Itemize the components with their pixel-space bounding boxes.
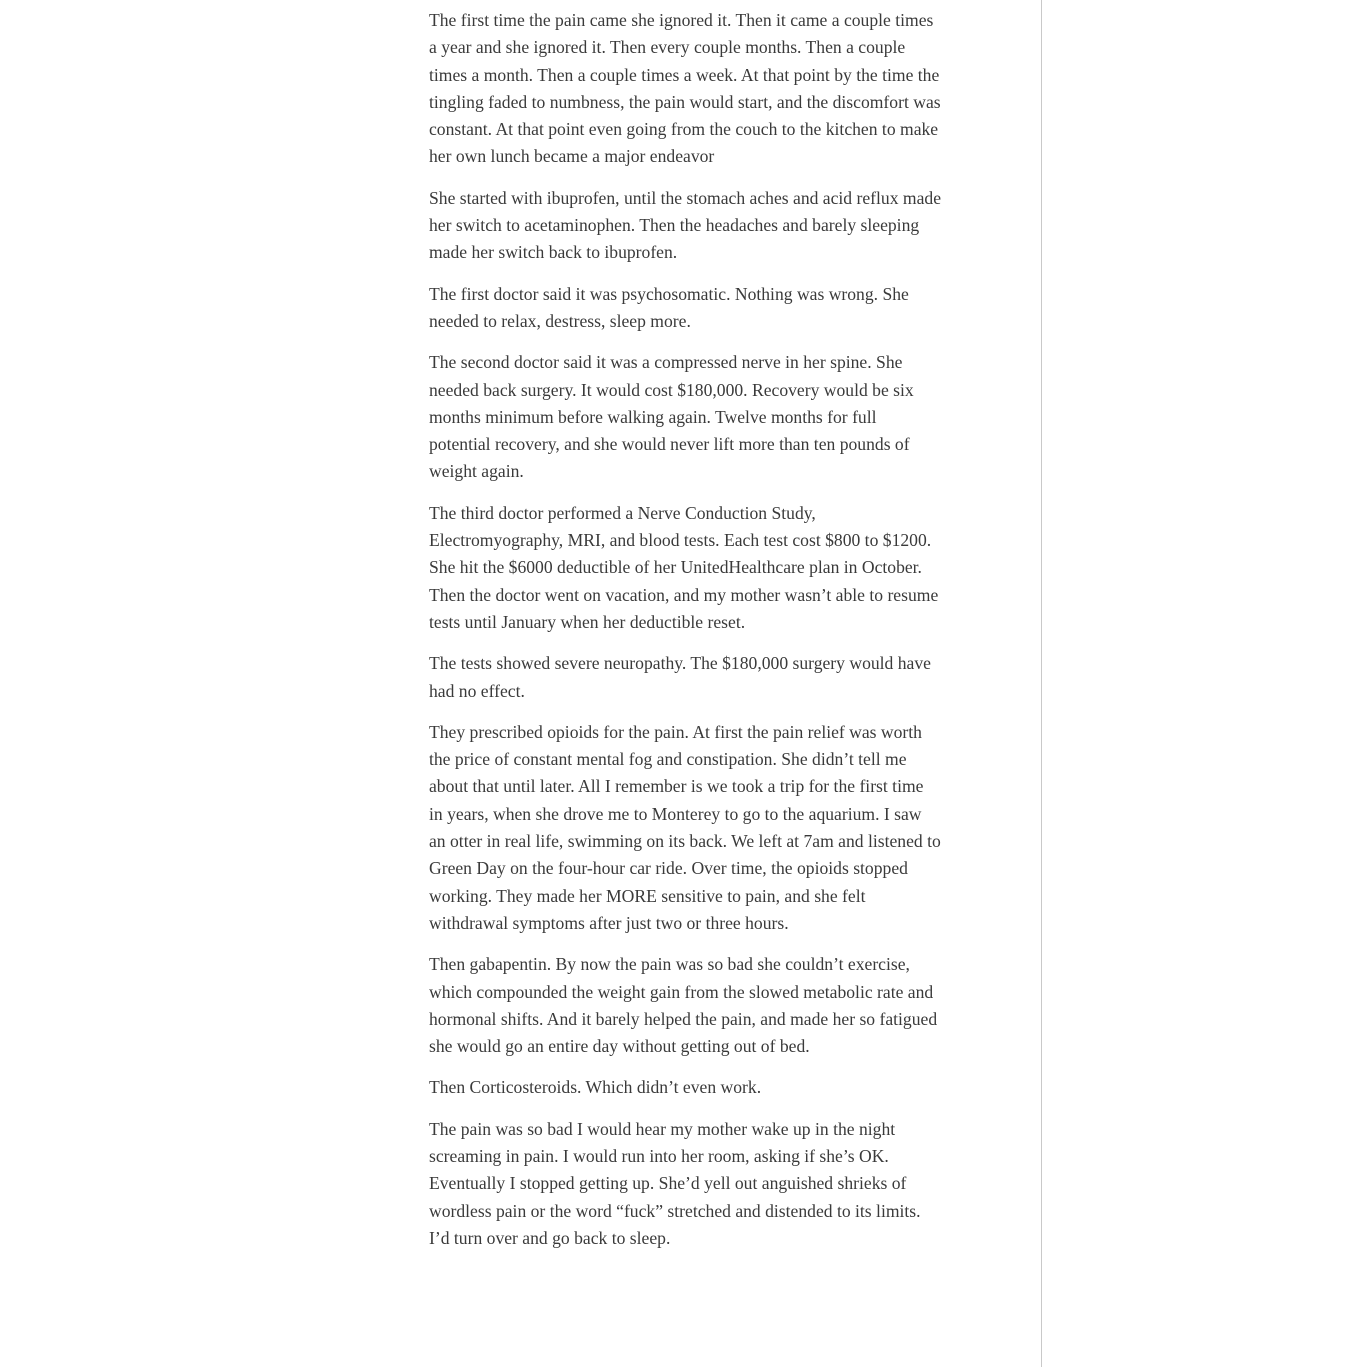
paragraph: Then gabapentin. By now the pain was so bad she couldn’t exercise, which compounded the weight gain from the slowed metabolic rate and hormonal shifts. And it barely helped the pain, and made her so fatigued she would go an entire day without getting out of bed. xyxy=(429,954,938,1057)
column-divider xyxy=(1041,0,1042,1367)
paragraph: The tests showed severe neuropathy. The $180,000 surgery would have had no effect. xyxy=(429,653,931,701)
paragraph: The first doctor said it was psychosomatic. Nothing was wrong. She needed to relax, destress, sleep more. xyxy=(429,283,909,331)
paragraph: The third doctor performed a Nerve Conduction Study, Electromyography, MRI, and blood tests. Each test cost $800 to $1200. She hit the $6000 deductible of her UnitedHealthcare plan in October. Then the doctor went on vacation, and my mother wasn’t able to resume tests until January when her deductible reset. xyxy=(429,502,939,632)
paragraph: She started with ibuprofen, until the stomach aches and acid reflux made her switch to acetaminophen. Then the headaches and barely sleeping made her switch back to ibuprofen. xyxy=(429,187,942,263)
paragraph: They prescribed opioids for the pain. At first the pain relief was worth the price of constant mental fog and constipation. She didn’t tell me about that until later. All I remember is we took a trip for the first time in years, when she drove me to Monterey to go to the aquarium. I saw an otter in real life, swimming on its back. We left at 7am and listened to Green Day on the four-hour car ride. Over time, the opioids stopped working. They made her MORE sensitive to pain, and she felt withdrawal symptoms after just two or three hours. xyxy=(429,721,941,933)
paragraph: The first time the pain came she ignored it. Then it came a couple times a year and she ignored it. Then every couple months. Then a couple times a month. Then a couple times a week. At that point by the time the tingling faded to numbness, the pain would start, and the discomfort was constant. At that point even going from the couch to the kitchen to make her own lunch became a major endeavor xyxy=(429,10,941,167)
paragraph: Then Corticosteroids. Which didn’t even work. xyxy=(429,1077,762,1098)
paragraph: The second doctor said it was a compressed nerve in her spine. She needed back surgery. It would cost $180,000. Recovery would be six months minimum before walking again. Twelve months for full potential recovery, and she would never lift more than ten pounds of weight again. xyxy=(429,352,914,482)
paragraph: The pain was so bad I would hear my mother wake up in the night screaming in pain. I would run into her room, asking if she’s OK. Eventually I stopped getting up. She’d yell out anguished shrieks of wordless pain or the word “fuck” stretched and distended to its limits. I’d turn over and go back to sleep. xyxy=(429,1118,921,1248)
article-body xyxy=(429,7,941,1266)
